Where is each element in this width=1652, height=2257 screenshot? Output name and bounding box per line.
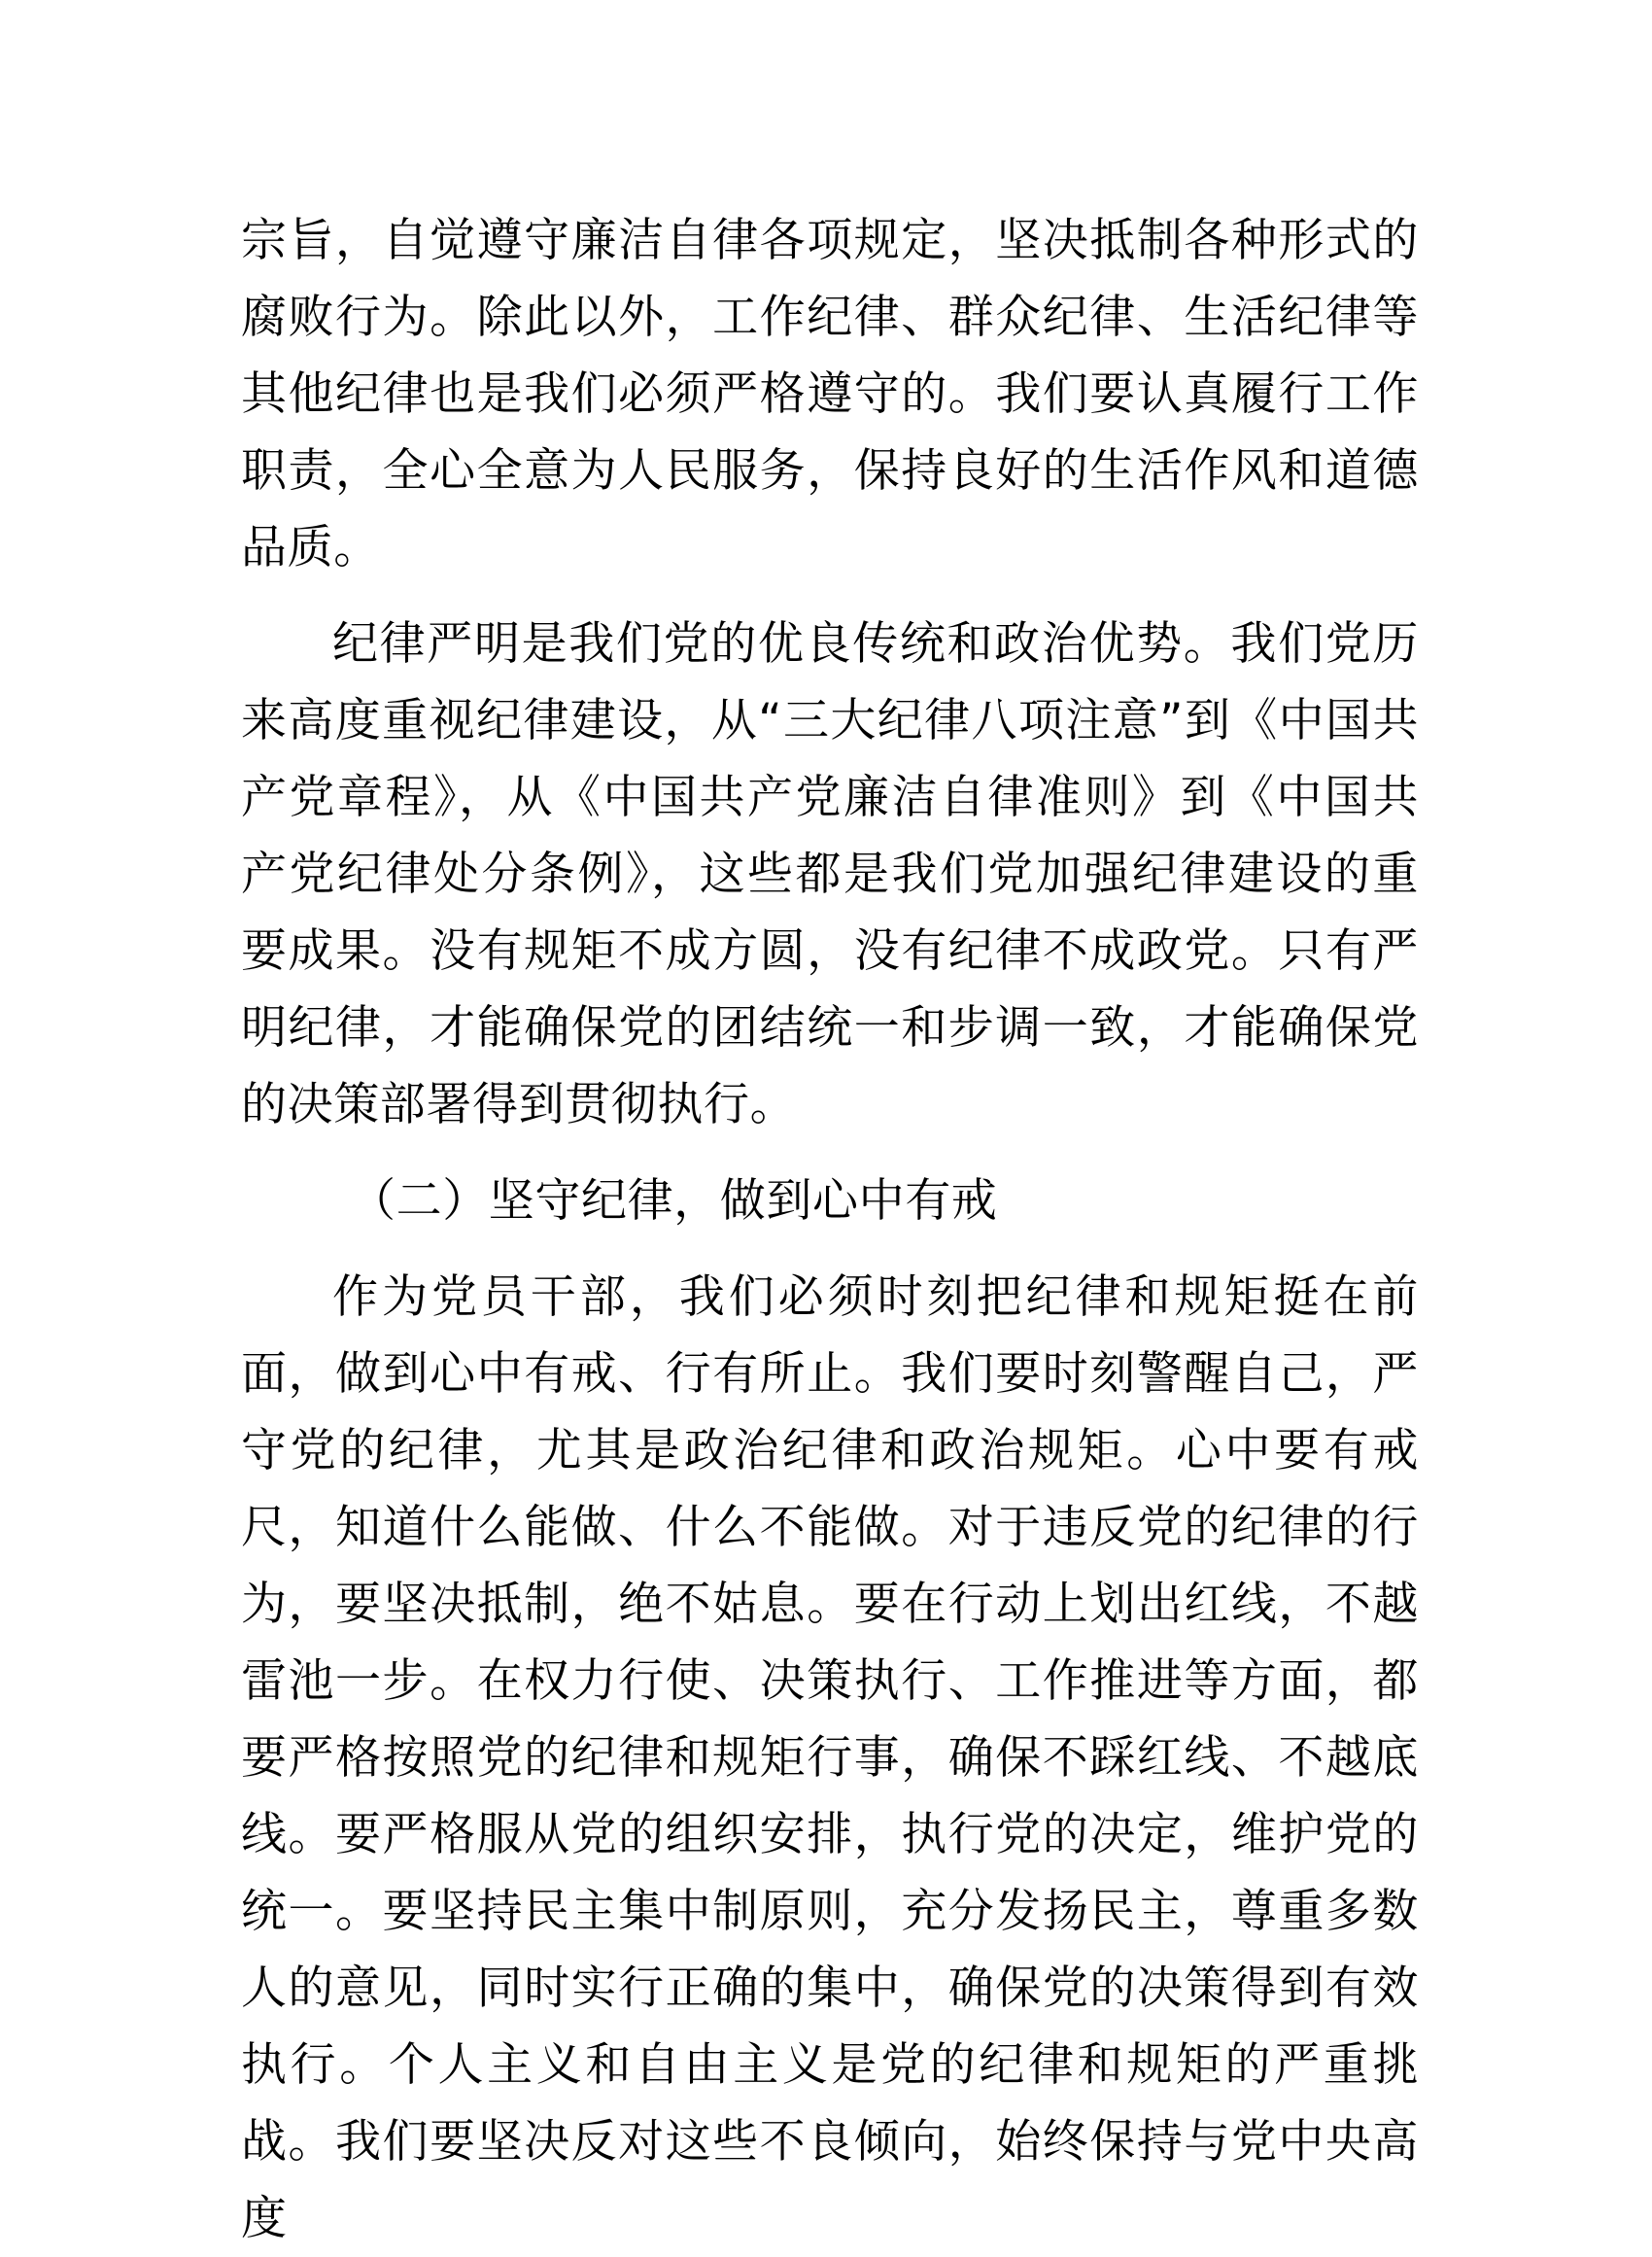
section-heading: （二）坚守纪律，做到心中有戒 bbox=[350, 1174, 998, 1228]
document-page bbox=[241, 202, 1419, 2257]
paragraph-keep-discipline: 作为党员干部，我们必须时刻把纪律和规矩挺在前面，做到心中有戒、行有所止。我们要时刻警醒自己，严守党的纪律，尤其是政治纪律和政治规矩。心中要有戒尺，知道什么能做、什么不能做。对于违反党的纪律的行为，要坚决抵制，绝不姑息。要在行动上划出红线，不越雷池一步。在权力行使、决策执行、工作推进等方面，都要严格按照党的纪律和规矩行事，确保不踩红线、不越底线。要严格服从党的组织安排，执行党的决定，维护党的统一。要坚持民主集中制原则，充分发扬民主，尊重多数人的意见，同时实行正确的集中，确保党的决策得到有效执行。个人主义和自由主义是党的纪律和规矩的严重挑战。我们要坚决反对这些不良倾向，始终保持与党中央高度 bbox=[241, 1270, 1419, 2245]
paragraph-discipline-tradition: 纪律严明是我们党的优良传统和政治优势。我们党历来高度重视纪律建设，从“三大纪律八项注意”到《中国共产党章程》，从《中国共产党廉洁自律准则》到《中国共产党纪律处分条例》，这些都是我们党加强纪律建设的重要成果。没有规矩不成方圆，没有纪律不成政党。只有严明纪律，才能确保党的团结统一和步调一致，才能确保党的决策部署得到贯彻执行。 bbox=[241, 617, 1419, 1131]
paragraph-continuation: 宗旨，自觉遵守廉洁自律各项规定，坚决抵制各种形式的腐败行为。除此以外，工作纪律、群众纪律、生活纪律等其他纪律也是我们必须严格遵守的。我们要认真履行工作职责，全心全意为人民服务，保持良好的生活作风和道德品质。 bbox=[241, 214, 1419, 574]
